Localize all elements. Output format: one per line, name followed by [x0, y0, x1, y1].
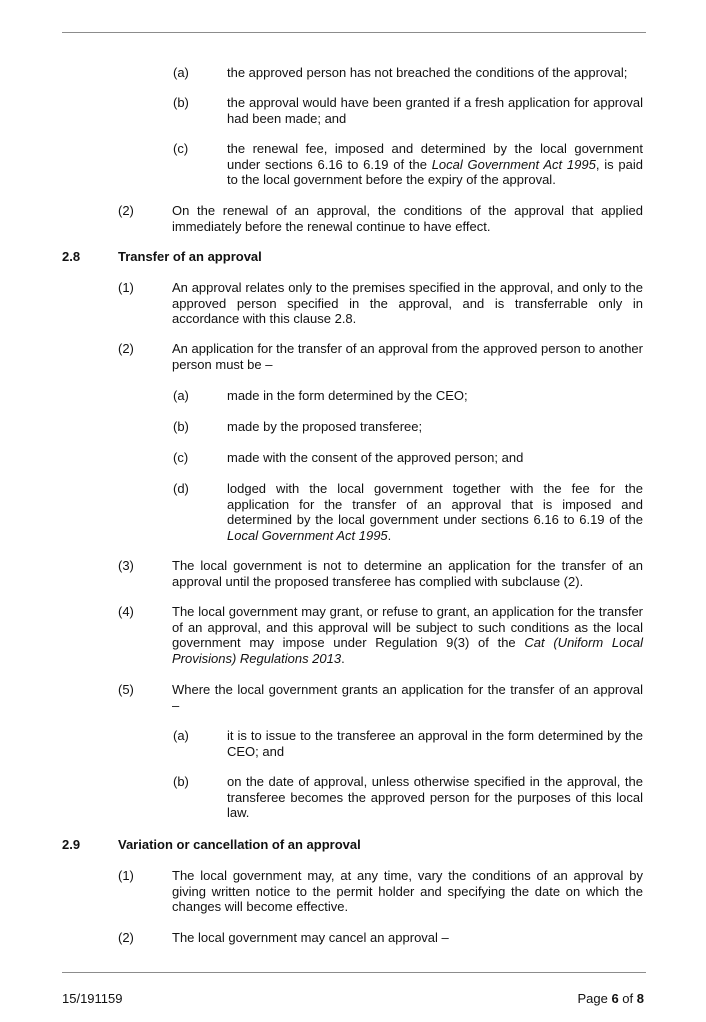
section-title: Transfer of an approval [118, 249, 262, 264]
item-label: (d) [173, 481, 189, 496]
item-text [172, 604, 643, 666]
footer-rule [62, 972, 646, 973]
section-title: Variation or cancellation of an approval [118, 837, 361, 852]
item-text: An application for the transfer of an approval from the approved person to another person must be – [172, 341, 643, 372]
item-label: (a) [173, 728, 189, 743]
item-label: (b) [173, 95, 189, 110]
header-rule [62, 32, 646, 33]
page-current: 6 [611, 991, 619, 1006]
document-number: 15/191159 [62, 991, 123, 1006]
item-label: (1) [118, 868, 134, 883]
item-label: (b) [173, 774, 189, 789]
item-text-part: the renewal fee, imposed and determined by the local government under sections 6.16 to 6.19 of the [227, 141, 643, 172]
item-label: (4) [118, 604, 134, 619]
item-text: An approval relates only to the premises specified in the approval, and only to the approved person specified in the approval, and is transferrable only in accordance with this clause 2.8. [172, 280, 643, 327]
act-title: Local Government Act 1995 [431, 156, 596, 172]
item-text: The local government may cancel an approval – [172, 930, 449, 945]
regulation-title: Cat (Uniform Local Provisions) Regulations 2013 [172, 635, 643, 666]
item-text: made with the consent of the approved person; and [227, 450, 524, 465]
item-text: made in the form determined by the CEO; [227, 388, 468, 403]
item-label: (c) [173, 450, 189, 465]
item-text [227, 141, 643, 188]
item-text [227, 481, 643, 543]
item-text: Where the local government grants an application for the transfer of an approval – [172, 682, 643, 713]
item-text-part: lodged with the local government together with the fee for the application for the transfer of an approval that is imposed and determined by the local government under sections 6.16 to 6.19 of the [227, 481, 643, 528]
item-label: (2) [118, 203, 134, 218]
item-text: The local government is not to determine an application for the transfer of an approval until the proposed transferee has complied with subclause (2). [172, 558, 643, 589]
item-text: the approval would have been granted if a fresh application for approval had been made; and [227, 95, 643, 126]
page-word: Page [577, 991, 608, 1006]
item-text-part: . [387, 527, 392, 543]
item-label: (1) [118, 280, 134, 295]
item-label: (a) [173, 388, 189, 403]
item-text: The local government may, at any time, vary the conditions of an approval by giving written notice to the permit holder and specifying the date on which the changes will become effective. [172, 868, 643, 915]
item-label: (a) [173, 65, 189, 80]
item-text: On the renewal of an approval, the conditions of the approval that applied immediately before the renewal continue to have effect. [172, 203, 643, 234]
of-word: of [622, 991, 634, 1006]
item-label: (2) [118, 341, 134, 356]
item-label: (b) [173, 419, 189, 434]
act-title: Local Government Act 1995 [227, 527, 388, 543]
item-label: (2) [118, 930, 134, 945]
item-text: it is to issue to the transferee an approval in the form determined by the CEO; and [227, 728, 643, 759]
item-text-part: , is paid to the local government before the expiry of the approval. [227, 156, 643, 188]
item-label: (3) [118, 558, 134, 573]
item-text: the approved person has not breached the conditions of the approval; [227, 65, 628, 80]
item-label: (c) [173, 141, 189, 156]
item-label: (5) [118, 682, 134, 697]
page-indicator [577, 991, 644, 1007]
item-text-part: . [341, 650, 345, 666]
section-number: 2.8 [62, 249, 81, 264]
item-text: made by the proposed transferee; [227, 419, 423, 434]
page-total: 8 [636, 991, 644, 1006]
item-text-part: The local government may grant, or refuse to grant, an application for the transfer of an approval, and this approval will be subject to such conditions as the local government may impose under Regulation 9(3) of the [172, 604, 643, 651]
item-text: on the date of approval, unless otherwise specified in the approval, the transferee becomes the approved person for the purposes of this local law. [227, 774, 643, 821]
section-number: 2.9 [62, 837, 81, 852]
